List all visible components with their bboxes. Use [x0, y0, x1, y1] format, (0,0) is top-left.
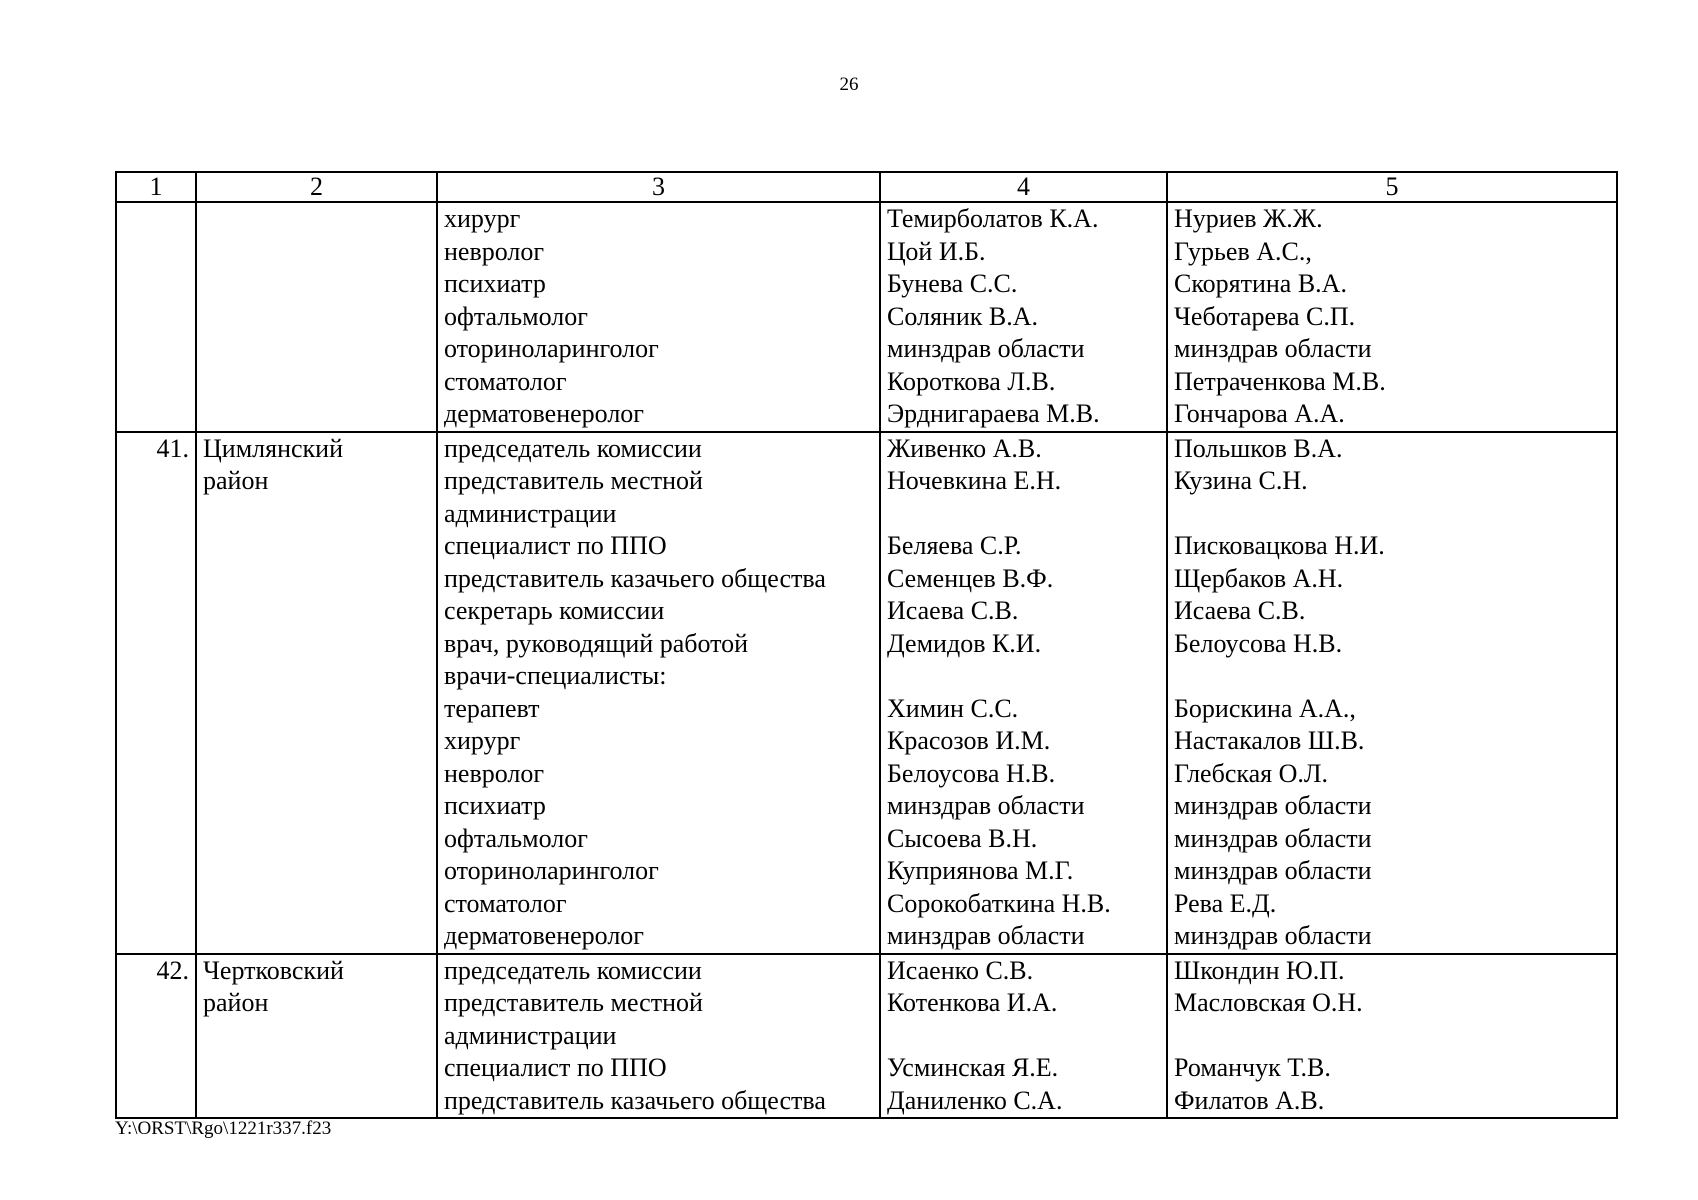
- cell-line: Глебская О.Л.: [1174, 758, 1329, 788]
- cell-line: 42.: [156, 955, 189, 985]
- header-col-2: 2: [196, 172, 437, 202]
- cell-line: Настакалов Ш.В.: [1174, 726, 1365, 755]
- cell-line: Сорокобаткина Н.В.: [887, 888, 1111, 918]
- header-row: [116, 172, 1617, 202]
- cell-line: психиатр: [444, 269, 546, 298]
- cell-line: Живенко А.В.: [887, 433, 1042, 463]
- cell-line: стоматолог: [444, 366, 567, 396]
- cell-line: Нуриев Ж.Ж.: [1174, 204, 1323, 233]
- cell-line: психиатр: [444, 791, 546, 820]
- cell-line: Гурьев А.С.,: [1174, 236, 1312, 266]
- cell-line: Исаева С.В.: [887, 596, 1019, 625]
- cell-line: врачи-специалисты:: [444, 661, 667, 690]
- member-cell: [880, 202, 1167, 432]
- cell-line: [887, 498, 1160, 531]
- table-header: [116, 172, 1617, 202]
- table-body: [116, 202, 1617, 1118]
- cell-line: представитель местной: [444, 988, 703, 1017]
- header-col-3: 3: [437, 172, 880, 202]
- cell-line: дерматовенеролог: [444, 921, 644, 950]
- cell-line: специалист по ППО: [444, 531, 667, 560]
- header-col-4: 4: [880, 172, 1167, 202]
- table-row: [116, 432, 1617, 954]
- cell-line: минздрав области: [1174, 856, 1372, 885]
- reserve-cell: [1167, 202, 1617, 432]
- cell-line: невролог: [444, 236, 545, 266]
- cell-line: представитель местной: [444, 466, 703, 495]
- cell-line: минздрав области: [1174, 921, 1372, 950]
- cell-line: Рева Е.Д.: [1174, 888, 1277, 918]
- cell-line: Беляева С.Р.: [887, 531, 1022, 560]
- cell-line: Ночевкина Е.Н.: [887, 466, 1062, 495]
- cell-line: [887, 1020, 1160, 1053]
- cell-line: [1174, 498, 1610, 531]
- cell-line: Семенцев В.Ф.: [887, 563, 1054, 593]
- cell-line: Белоусова Н.В.: [1174, 628, 1343, 658]
- cell-line: администрации: [444, 498, 617, 528]
- row-number-cell: [116, 202, 196, 432]
- cell-line: Борискина А.А.,: [1174, 693, 1356, 723]
- district-cell: [196, 954, 437, 1119]
- cell-line: Бунева С.С.: [887, 269, 1018, 298]
- cell-line: 41.: [156, 433, 189, 463]
- cell-line: Романчук Т.В.: [1174, 1053, 1331, 1082]
- table-row: [116, 954, 1617, 1119]
- reserve-cell: [1167, 954, 1617, 1119]
- district-cell: [196, 432, 437, 954]
- cell-line: Цимлянский: [203, 433, 343, 463]
- cell-line: стоматолог: [444, 888, 567, 918]
- cell-line: Усминская Я.Е.: [887, 1053, 1059, 1082]
- cell-line: Шкондин Ю.П.: [1174, 955, 1345, 985]
- cell-line: минздрав области: [887, 791, 1085, 820]
- cell-line: Исаенко С.В.: [887, 955, 1034, 985]
- cell-line: Масловская О.Н.: [1174, 988, 1363, 1017]
- table-row: [116, 202, 1617, 432]
- cell-line: [887, 660, 1160, 693]
- cell-line: Цой И.Б.: [887, 236, 986, 266]
- cell-line: Красозов И.М.: [887, 726, 1051, 755]
- cell-line: [1174, 660, 1610, 693]
- cell-line: представитель казачьего общества: [444, 563, 826, 593]
- cell-line: Сысоева В.Н.: [887, 823, 1038, 853]
- cell-line: Кузина С.Н.: [1174, 466, 1308, 495]
- cell-line: специалист по ППО: [444, 1053, 667, 1082]
- cell-line: минздрав области: [1174, 791, 1372, 820]
- cell-line: терапевт: [444, 693, 540, 723]
- cell-line: Чертковский: [203, 955, 344, 985]
- cell-line: представитель казачьего общества: [444, 1085, 826, 1115]
- header-col-5: 5: [1167, 172, 1617, 202]
- cell-line: [203, 203, 430, 236]
- cell-line: Демидов К.И.: [887, 628, 1042, 658]
- cell-line: невролог: [444, 758, 545, 788]
- row-number-cell: [116, 954, 196, 1119]
- commission-table: [115, 171, 1618, 1119]
- cell-line: Щербаков А.Н.: [1174, 563, 1344, 593]
- cell-line: хирург: [444, 204, 521, 233]
- member-cell: [880, 954, 1167, 1119]
- cell-line: минздрав области: [1174, 334, 1372, 363]
- cell-line: офтальмолог: [444, 823, 588, 853]
- cell-line: оториноларинголог: [444, 334, 659, 363]
- cell-line: хирург: [444, 726, 521, 755]
- cell-line: минздрав области: [1174, 823, 1372, 853]
- header-col-1: 1: [116, 172, 196, 202]
- cell-line: район: [203, 466, 269, 495]
- role-cell: [437, 432, 880, 954]
- cell-line: Куприянова М.Г.: [887, 856, 1074, 885]
- cell-line: председатель комиссии: [444, 955, 702, 985]
- cell-line: район: [203, 988, 269, 1017]
- cell-line: Писковацкова Н.И.: [1174, 531, 1385, 560]
- reserve-cell: [1167, 432, 1617, 954]
- cell-line: Польшков В.А.: [1174, 433, 1343, 463]
- cell-line: минздрав области: [887, 334, 1085, 363]
- cell-line: Скорятина В.А.: [1174, 269, 1347, 298]
- cell-line: минздрав области: [887, 921, 1085, 950]
- cell-line: Соляник В.А.: [887, 301, 1039, 331]
- row-number-cell: [116, 432, 196, 954]
- cell-line: председатель комиссии: [444, 433, 702, 463]
- cell-line: Филатов А.В.: [1174, 1085, 1325, 1115]
- member-cell: [880, 432, 1167, 954]
- role-cell: [437, 202, 880, 432]
- cell-line: оториноларинголог: [444, 856, 659, 885]
- cell-line: Гончарова А.А.: [1174, 399, 1345, 428]
- cell-line: Короткова Л.В.: [887, 366, 1056, 396]
- cell-line: Эрднигараева М.В.: [887, 399, 1100, 428]
- cell-line: дерматовенеролог: [444, 399, 644, 428]
- cell-line: секретарь комиссии: [444, 596, 665, 625]
- cell-line: Котенкова И.А.: [887, 988, 1058, 1017]
- district-cell: [196, 202, 437, 432]
- footer-file-path: Y:\ORST\Rgo\1221r337.f23: [115, 1118, 332, 1139]
- cell-line: Исаева С.В.: [1174, 596, 1306, 625]
- cell-line: Чеботарева С.П.: [1174, 301, 1356, 331]
- cell-line: врач, руководящий работой: [444, 628, 749, 658]
- cell-line: Петраченкова М.В.: [1174, 366, 1386, 396]
- cell-line: [1174, 1020, 1610, 1053]
- cell-line: офтальмолог: [444, 301, 588, 331]
- cell-line: Темирболатов К.А.: [887, 204, 1099, 233]
- cell-line: Даниленко С.А.: [887, 1085, 1063, 1115]
- cell-line: Белоусова Н.В.: [887, 758, 1056, 788]
- role-cell: [437, 954, 880, 1119]
- cell-line: администрации: [444, 1020, 617, 1050]
- cell-line: Химин С.С.: [887, 693, 1019, 723]
- cell-line: [123, 203, 189, 236]
- page-number: 26: [839, 74, 859, 95]
